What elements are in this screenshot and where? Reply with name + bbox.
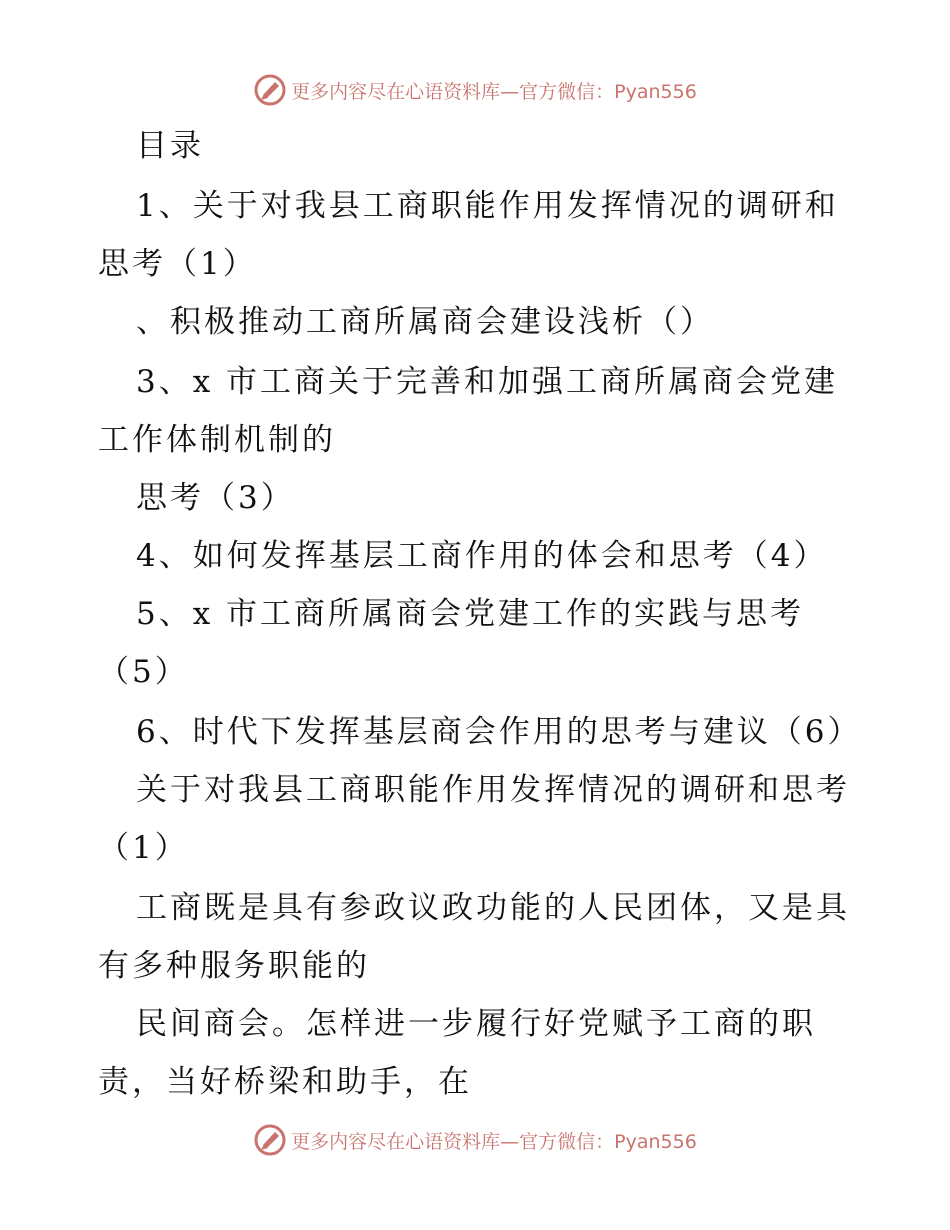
paragraph-line: 责，当好桥梁和助手，在 — [98, 1064, 472, 1100]
toc-item-6: 6、时代下发挥基层商会作用的思考与建议（6） — [136, 714, 862, 750]
section-title-cont: （1） — [98, 830, 189, 866]
toc-item-4: 4、如何发挥基层工商作用的体会和思考（4） — [136, 538, 828, 574]
toc-item-1-cont: 思考（1） — [98, 246, 257, 282]
toc-item-3-cont: 工作体制机制的 — [98, 422, 336, 458]
section-title: 关于对我县工商职能作用发挥情况的调研和思考 — [136, 772, 850, 808]
toc-item-3: 3、x 市工商关于完善和加强工商所属商会党建 — [136, 364, 839, 400]
watermark-text: 更多内容尽在心语资料库—官方微信：Pyan556 — [291, 80, 697, 103]
footer-watermark — [0, 1120, 950, 1160]
watermark-text: 更多内容尽在心语资料库—官方微信：Pyan556 — [291, 1130, 697, 1153]
paragraph-line: 工商既是具有参政议政功能的人民团体，又是具 — [136, 890, 850, 926]
toc-item-2: 、积极推动工商所属商会建设浅析（） — [136, 304, 714, 340]
toc-item-5-cont: （5） — [98, 654, 189, 690]
paragraph-line: 有多种服务职能的 — [98, 948, 370, 984]
toc-heading: 目录 — [136, 128, 204, 164]
toc-item-3-cont2: 思考（3） — [136, 480, 295, 516]
pen-nib-logo-icon — [253, 1123, 287, 1157]
paragraph-line: 民间商会。怎样进一步履行好党赋予工商的职 — [136, 1006, 816, 1042]
toc-item-1: 1、关于对我县工商职能作用发挥情况的调研和 — [136, 188, 839, 224]
toc-item-5: 5、x 市工商所属商会党建工作的实践与思考 — [136, 596, 805, 632]
